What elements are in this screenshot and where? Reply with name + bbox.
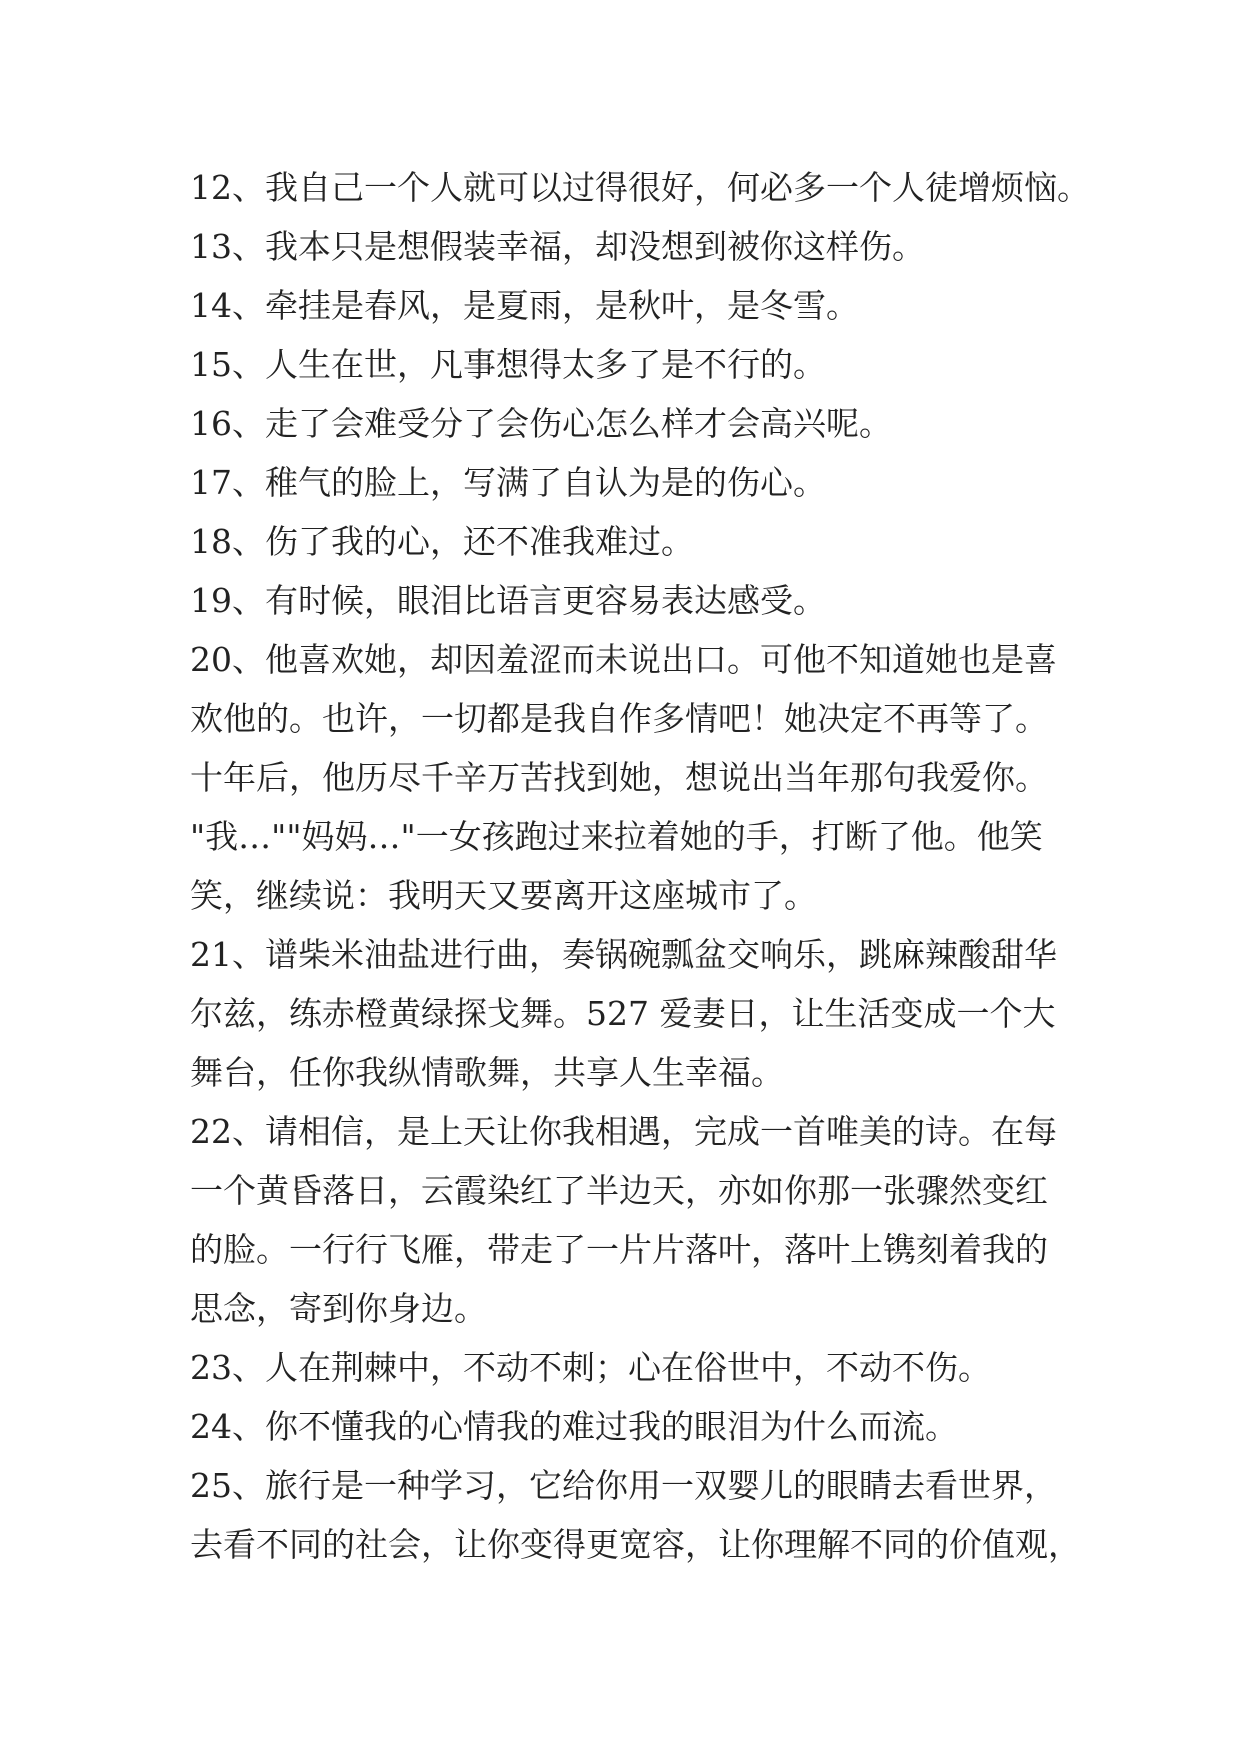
text-line: 舞台，任你我纵情歌舞，共享人生幸福。	[190, 1053, 784, 1092]
text-line: 22、请相信，是上天让你我相遇，完成一首唯美的诗。在每	[190, 1112, 1057, 1151]
text-line: 13、我本只是想假装幸福，却没想到被你这样伤。	[190, 227, 925, 266]
text-line: 笑，继续说：我明天又要离开这座城市了。	[190, 876, 817, 915]
text-line: 去看不同的社会，让你变得更宽容，让你理解不同的价值观，	[190, 1525, 1081, 1564]
text-line: 19、有时候，眼泪比语言更容易表达感受。	[190, 581, 826, 620]
text-line: 思念，寄到你身边。	[190, 1289, 487, 1328]
text-line: "我…""妈妈…"一女孩跑过来拉着她的手，打断了他。他笑	[190, 817, 1043, 856]
text-line: 的脸。一行行飞雁，带走了一片片落叶，落叶上镌刻着我的	[190, 1230, 1048, 1269]
text-line: 欢他的。也许，一切都是我自作多情吧！她决定不再等了。	[190, 699, 1048, 738]
text-line: 20、他喜欢她，却因羞涩而未说出口。可他不知道她也是喜	[190, 640, 1057, 679]
text-line: 25、旅行是一种学习，它给你用一双婴儿的眼睛去看世界，	[190, 1466, 1057, 1505]
text-line: 16、走了会难受分了会伤心怎么样才会高兴呢。	[190, 404, 892, 443]
text-line: 尔兹，练赤橙黄绿探戈舞。527 爱妻日，让生活变成一个大	[190, 994, 1056, 1033]
text-line: 15、人生在世，凡事想得太多了是不行的。	[190, 345, 826, 384]
text-line: 24、你不懂我的心情我的难过我的眼泪为什么而流。	[190, 1407, 958, 1446]
document-text-body	[190, 158, 1090, 1574]
text-line: 23、人在荆棘中，不动不刺；心在俗世中，不动不伤。	[190, 1348, 991, 1387]
text-line: 17、稚气的脸上，写满了自认为是的伤心。	[190, 463, 826, 502]
text-line: 14、牵挂是春风，是夏雨，是秋叶，是冬雪。	[190, 286, 859, 325]
text-line: 18、伤了我的心，还不准我难过。	[190, 522, 694, 561]
text-line: 12、我自己一个人就可以过得很好，何必多一个人徒增烦恼。	[190, 168, 1090, 207]
text-line: 21、谱柴米油盐进行曲，奏锅碗瓢盆交响乐，跳麻辣酸甜华	[190, 935, 1057, 974]
text-line: 一个黄昏落日，云霞染红了半边天，亦如你那一张骤然变红	[190, 1171, 1048, 1210]
text-line: 十年后，他历尽千辛万苦找到她，想说出当年那句我爱你。	[190, 758, 1048, 797]
